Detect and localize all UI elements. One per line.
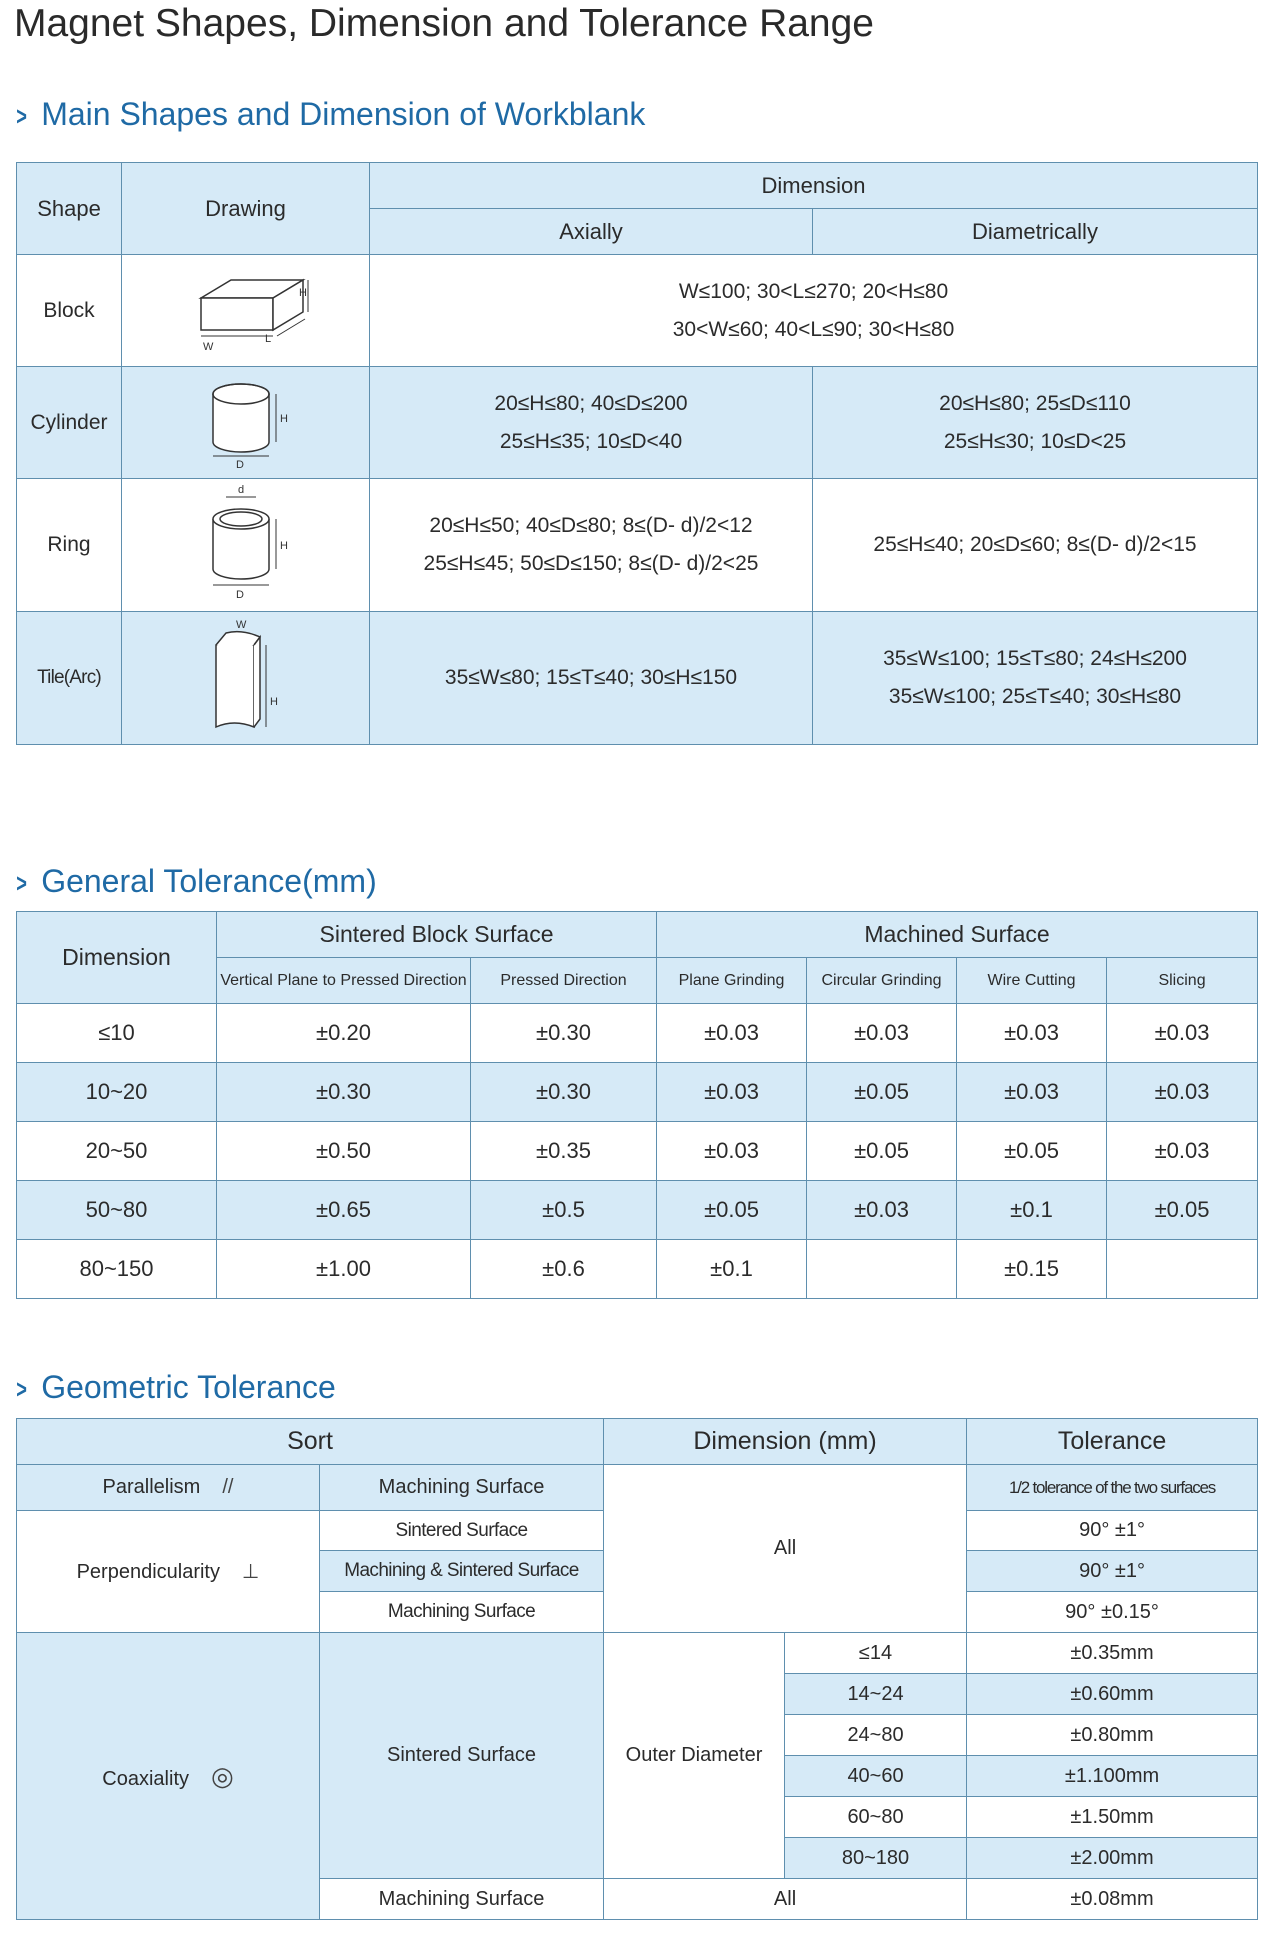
- coax-tolerance-2: ±0.60mm: [967, 1674, 1258, 1715]
- gt-cell: ±0.35: [471, 1122, 657, 1181]
- table-row: [17, 1063, 1258, 1122]
- gt-cell: ±0.05: [657, 1181, 807, 1240]
- page-title: Magnet Shapes, Dimension and Tolerance Range: [14, 2, 874, 45]
- ring-label-inner: d: [237, 484, 244, 496]
- gt-col-vertical-plane: Vertical Plane to Pressed Direction: [217, 958, 471, 1004]
- perp-tolerance-3: 90° ±0.15°: [967, 1592, 1258, 1633]
- ring-axially: [370, 479, 813, 612]
- gt-cell: ±0.50: [217, 1122, 471, 1181]
- tile-diametrically: [813, 612, 1258, 745]
- perp-surface-3: Machining Surface: [320, 1592, 604, 1633]
- gt-cell: ±0.30: [217, 1063, 471, 1122]
- parallelism-tolerance: 1/2 tolerance of the two surfaces: [967, 1465, 1258, 1511]
- gt-cell: ±0.03: [807, 1004, 957, 1063]
- coax-machining-tolerance: ±0.08mm: [967, 1879, 1258, 1920]
- geo-header-dimension: Dimension (mm): [604, 1419, 967, 1465]
- section-title-geometric-text: Geometric Tolerance: [41, 1369, 336, 1405]
- drawing-block: [122, 255, 370, 367]
- geometric-tolerance-table: [16, 1418, 1258, 1920]
- gt-cell: ±0.20: [217, 1004, 471, 1063]
- gt-cell: ±0.03: [957, 1004, 1107, 1063]
- section-title-shapes: [14, 96, 645, 133]
- header-dimension: Dimension: [370, 163, 1258, 209]
- gt-cell: ±0.15: [957, 1240, 1107, 1299]
- coax-range-6: 80~180: [785, 1838, 967, 1879]
- gt-col-plane-grinding: Plane Grinding: [657, 958, 807, 1004]
- coax-range-1: ≤14: [785, 1633, 967, 1674]
- coax-tolerance-3: ±0.80mm: [967, 1715, 1258, 1756]
- cylinder-ax-line-1: 20≤H≤80; 40≤D≤200: [494, 391, 688, 415]
- section-title-geometric: [14, 1369, 336, 1406]
- gt-header-dimension: Dimension: [17, 912, 217, 1004]
- table-row: [17, 1004, 1258, 1063]
- gt-col-wire-cutting: Wire Cutting: [957, 958, 1107, 1004]
- geo-dimension-all: All: [604, 1465, 967, 1633]
- header-shape: Shape: [17, 163, 122, 255]
- header-diametrically: Diametrically: [813, 209, 1258, 255]
- block-dimensions: [370, 255, 1258, 367]
- block-dim-line-2: 30<W≤60; 40<L≤90; 30<H≤80: [672, 317, 955, 341]
- cylinder-label-d: D: [235, 458, 244, 470]
- shape-name-tile: Tile(Arc): [17, 612, 122, 745]
- block-label-h: H: [298, 286, 307, 299]
- parallelism-cell: [17, 1465, 320, 1511]
- coax-outer-diameter: Outer Diameter: [604, 1633, 785, 1879]
- block-drawing-icon: [181, 262, 311, 354]
- parallelism-label: Parallelism: [102, 1476, 201, 1498]
- parallelism-surface: Machining Surface: [320, 1465, 604, 1511]
- gt-header-machined: Machined Surface: [657, 912, 1258, 958]
- general-tolerance-table: [16, 911, 1258, 1299]
- coax-sintered-surface: Sintered Surface: [320, 1633, 604, 1879]
- gt-cell: ±0.03: [1107, 1004, 1258, 1063]
- coax-range-2: 14~24: [785, 1674, 967, 1715]
- gt-cell: [807, 1240, 957, 1299]
- geo-header-tolerance: Tolerance: [967, 1419, 1258, 1465]
- gt-cell: ±1.00: [217, 1240, 471, 1299]
- coax-range-4: 40~60: [785, 1756, 967, 1797]
- cylinder-label-h: H: [279, 412, 288, 425]
- gt-cell: ±0.30: [471, 1063, 657, 1122]
- tile-label-h: H: [269, 696, 278, 708]
- perp-tolerance-1: 90° ±1°: [967, 1511, 1258, 1551]
- coax-tolerance-5: ±1.50mm: [967, 1797, 1258, 1838]
- ring-diametrically: [813, 479, 1258, 612]
- drawing-cylinder: [122, 367, 370, 479]
- gt-cell: ±0.5: [471, 1181, 657, 1240]
- chevron-right-icon: >: [16, 1374, 27, 1404]
- perpendicularity-label: Perpendicularity: [76, 1561, 220, 1583]
- cylinder-di-line-2: 25≤H≤30; 10≤D<25: [943, 429, 1127, 453]
- gt-col-pressed-direction: Pressed Direction: [471, 958, 657, 1004]
- gt-dimension: 20~50: [17, 1122, 217, 1181]
- gt-cell: ±0.05: [807, 1063, 957, 1122]
- gt-dimension: ≤10: [17, 1004, 217, 1063]
- block-dim-line-1: W≤100; 30<L≤270; 20<H≤80: [678, 279, 949, 303]
- block-label-w: W: [202, 340, 213, 353]
- shape-name-cylinder: Cylinder: [17, 367, 122, 479]
- gt-header-sintered: Sintered Block Surface: [217, 912, 657, 958]
- tile-axially: [370, 612, 813, 745]
- perp-tolerance-2: 90° ±1°: [967, 1551, 1258, 1592]
- perpendicular-icon: ⊥: [242, 1561, 260, 1583]
- table-row: [17, 1181, 1258, 1240]
- concentric-circle-icon: ◎: [211, 1760, 234, 1791]
- gt-cell: ±0.65: [217, 1181, 471, 1240]
- gt-cell: ±0.03: [957, 1063, 1107, 1122]
- drawing-ring: [122, 479, 370, 612]
- gt-cell: ±0.30: [471, 1004, 657, 1063]
- gt-dimension: 10~20: [17, 1063, 217, 1122]
- coax-tolerance-4: ±1.100mm: [967, 1756, 1258, 1797]
- gt-cell: ±0.1: [657, 1240, 807, 1299]
- gt-dimension: 80~150: [17, 1240, 217, 1299]
- ring-label-outer: D: [235, 589, 244, 601]
- ring-label-h: H: [279, 540, 288, 552]
- coaxiality-cell: [17, 1633, 320, 1920]
- geo-header-sort: Sort: [17, 1419, 604, 1465]
- cylinder-di-line-1: 20≤H≤80; 25≤D≤110: [939, 391, 1131, 415]
- coax-tolerance-6: ±2.00mm: [967, 1838, 1258, 1879]
- coax-machining-surface: Machining Surface: [320, 1879, 604, 1920]
- gt-cell: ±0.05: [807, 1122, 957, 1181]
- gt-col-circular-grinding: Circular Grinding: [807, 958, 957, 1004]
- shapes-table: [16, 162, 1258, 745]
- table-row: [17, 1240, 1258, 1299]
- cylinder-drawing-icon: [196, 370, 296, 470]
- block-label-l: L: [264, 332, 271, 345]
- cylinder-axially: [370, 367, 813, 479]
- cylinder-diametrically: [813, 367, 1258, 479]
- gt-dimension: 50~80: [17, 1181, 217, 1240]
- section-title-shapes-text: Main Shapes and Dimension of Workblank: [41, 96, 646, 132]
- tile-drawing-icon: [196, 615, 296, 735]
- cylinder-ax-line-2: 25≤H≤35; 10≤D<40: [499, 429, 683, 453]
- tile-ax-line-1: 35≤W≤80; 15≤T≤40; 30≤H≤150: [444, 666, 738, 689]
- ring-drawing-icon: [196, 483, 296, 601]
- coax-range-5: 60~80: [785, 1797, 967, 1838]
- gt-cell: ±0.05: [1107, 1181, 1258, 1240]
- parallel-icon: //: [222, 1476, 234, 1498]
- header-drawing: Drawing: [122, 163, 370, 255]
- perp-surface-1: Sintered Surface: [320, 1511, 604, 1551]
- gt-cell: ±0.6: [471, 1240, 657, 1299]
- header-axially: Axially: [370, 209, 813, 255]
- gt-cell: ±0.03: [1107, 1063, 1258, 1122]
- gt-cell: ±0.03: [657, 1122, 807, 1181]
- gt-cell: ±0.03: [807, 1181, 957, 1240]
- tile-di-line-1: 35≤W≤100; 15≤T≤80; 24≤H≤200: [883, 647, 1187, 670]
- table-row: [17, 1122, 1258, 1181]
- coaxiality-label: Coaxiality: [102, 1767, 189, 1790]
- coax-tolerance-1: ±0.35mm: [967, 1633, 1258, 1674]
- section-title-general: [14, 863, 377, 900]
- ring-ax-line-2: 25≤H≤45; 50≤D≤150; 8≤(D- d)/2<25: [423, 552, 759, 575]
- coax-machining-dimension: All: [604, 1879, 967, 1920]
- tile-di-line-2: 35≤W≤100; 25≤T≤40; 30≤H≤80: [888, 685, 1182, 708]
- gt-cell: ±0.03: [1107, 1122, 1258, 1181]
- gt-cell: ±0.03: [657, 1063, 807, 1122]
- ring-di-line-1: 25≤H≤40; 20≤D≤60; 8≤(D- d)/2<15: [873, 533, 1197, 556]
- chevron-right-icon: >: [16, 868, 27, 898]
- gt-cell: ±0.1: [957, 1181, 1107, 1240]
- chevron-right-icon: >: [16, 101, 27, 131]
- shape-name-block: Block: [17, 255, 122, 367]
- shape-name-ring: Ring: [17, 479, 122, 612]
- gt-cell: [1107, 1240, 1258, 1299]
- perpendicularity-cell: [17, 1511, 320, 1633]
- coax-range-3: 24~80: [785, 1715, 967, 1756]
- perp-surface-2: Machining & Sintered Surface: [320, 1551, 604, 1592]
- ring-ax-line-1: 20≤H≤50; 40≤D≤80; 8≤(D- d)/2<12: [429, 514, 753, 537]
- drawing-tile: [122, 612, 370, 745]
- gt-cell: ±0.05: [957, 1122, 1107, 1181]
- gt-cell: ±0.03: [657, 1004, 807, 1063]
- gt-col-slicing: Slicing: [1107, 958, 1258, 1004]
- tile-label-w: W: [235, 619, 246, 631]
- section-title-general-text: General Tolerance(mm): [41, 863, 377, 899]
